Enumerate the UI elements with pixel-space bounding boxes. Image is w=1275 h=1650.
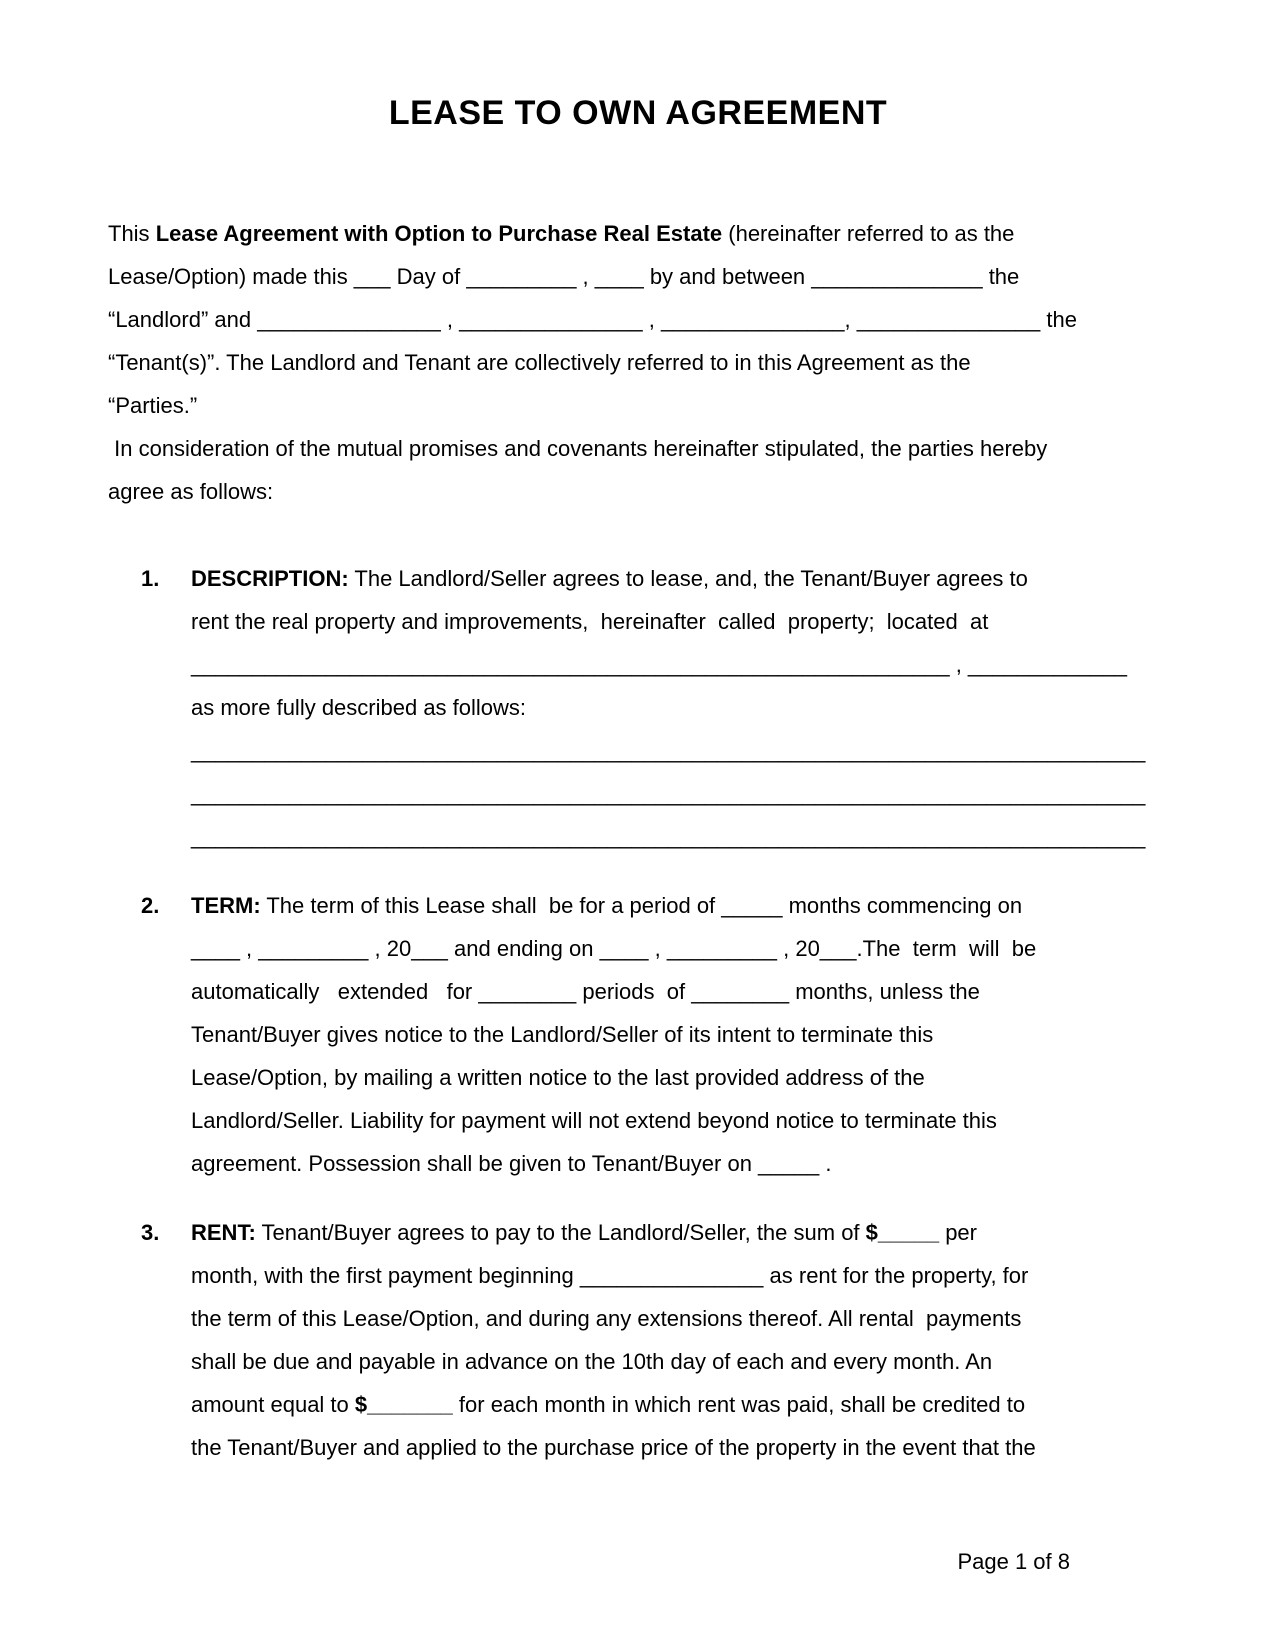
doc-line: ______________________________________________________________ , _____________ xyxy=(191,652,1127,677)
doc-line: Landlord/Seller. Liability for payment will not extend beyond notice to terminate this xyxy=(191,1108,997,1133)
text: (hereinafter referred to as the xyxy=(722,221,1015,246)
doc-line xyxy=(108,212,1168,255)
doc-line xyxy=(191,1211,1168,1254)
doc-line: “Tenant(s)”. The Landlord and Tenant are collectively referred to in this Agreement as the xyxy=(108,350,971,375)
doc-line: the term of this Lease/Option, and during any extensions thereof. All rental payments xyxy=(191,1306,1022,1331)
doc-line: the Tenant/Buyer and applied to the purchase price of the property in the event that the xyxy=(191,1435,1036,1460)
section-rent xyxy=(108,1211,1168,1469)
section-term xyxy=(108,884,1168,1185)
doc-line: agreement. Possession shall be given to Tenant/Buyer on _____ . xyxy=(191,1151,832,1176)
blank-line: ______________________________________________________________________________ xyxy=(191,781,1146,806)
doc-line: Lease/Option, by mailing a written notice to the last provided address of the xyxy=(191,1065,925,1090)
bold-text: DESCRIPTION: xyxy=(191,566,349,591)
text: Tenant/Buyer agrees to pay to the Landlord/Seller, the sum of xyxy=(255,1220,866,1245)
doc-line: “Landlord” and _______________ , _______________ , _______________, _______________ the xyxy=(108,307,1077,332)
text: per xyxy=(939,1220,977,1245)
doc-line xyxy=(191,1383,1168,1426)
section-number: 1. xyxy=(141,566,160,591)
doc-line: month, with the first payment beginning _______________ as rent for the property, for xyxy=(191,1263,1029,1288)
doc-line xyxy=(191,884,1168,927)
page-number: Page 1 of 8 xyxy=(957,1549,1070,1574)
paragraph-consideration xyxy=(108,427,1168,513)
text: This xyxy=(108,221,156,246)
bold-text: TERM: xyxy=(191,893,261,918)
section-lines xyxy=(191,884,1168,1185)
text: The term of this Lease shall be for a period of _____ months commencing on xyxy=(260,893,1023,918)
bold-text: $_______ xyxy=(354,1392,453,1417)
text: amount equal to xyxy=(191,1392,355,1417)
section-lines xyxy=(191,557,1168,858)
section-number: 2. xyxy=(141,893,160,918)
doc-body xyxy=(108,212,1168,1469)
doc-line: In consideration of the mutual promises and covenants hereinafter stipulated, the parties hereby xyxy=(108,436,1048,461)
text: The Landlord/Seller agrees to lease, and, the Tenant/Buyer agrees to xyxy=(348,566,1028,591)
page-title: LEASE TO OWN AGREEMENT xyxy=(388,94,888,132)
doc-line: as more fully described as follows: xyxy=(191,695,527,720)
doc-line: “Parties.” xyxy=(108,393,198,418)
bold-text: RENT: xyxy=(191,1220,256,1245)
bold-text: $_____ xyxy=(865,1220,940,1245)
blank-line: ______________________________________________________________________________ xyxy=(191,824,1146,849)
section-number: 3. xyxy=(141,1220,160,1245)
doc-line: rent the real property and improvements, hereinafter called property; located at xyxy=(191,609,989,634)
section-description xyxy=(108,557,1168,858)
text: for each month in which rent was paid, shall be credited to xyxy=(452,1392,1026,1417)
section-lines xyxy=(191,1211,1168,1469)
blank-line: ______________________________________________________________________________ xyxy=(191,738,1146,763)
doc-line: shall be due and payable in advance on the 10th day of each and every month. An xyxy=(191,1349,993,1374)
doc-line: agree as follows: xyxy=(108,479,274,504)
doc-line: Tenant/Buyer gives notice to the Landlord/Seller of its intent to terminate this xyxy=(191,1022,934,1047)
doc-line: automatically extended for ________ periods of ________ months, unless the xyxy=(191,979,980,1004)
doc-line: Lease/Option) made this ___ Day of _________ , ____ by and between ______________ the xyxy=(108,264,1020,289)
doc-line xyxy=(191,557,1168,600)
paragraph-preamble xyxy=(108,212,1168,427)
bold-text: Lease Agreement with Option to Purchase Real Estate xyxy=(155,221,723,246)
doc-line: ____ , _________ , 20___ and ending on ____ , _________ , 20___.The term will be xyxy=(191,936,1037,961)
